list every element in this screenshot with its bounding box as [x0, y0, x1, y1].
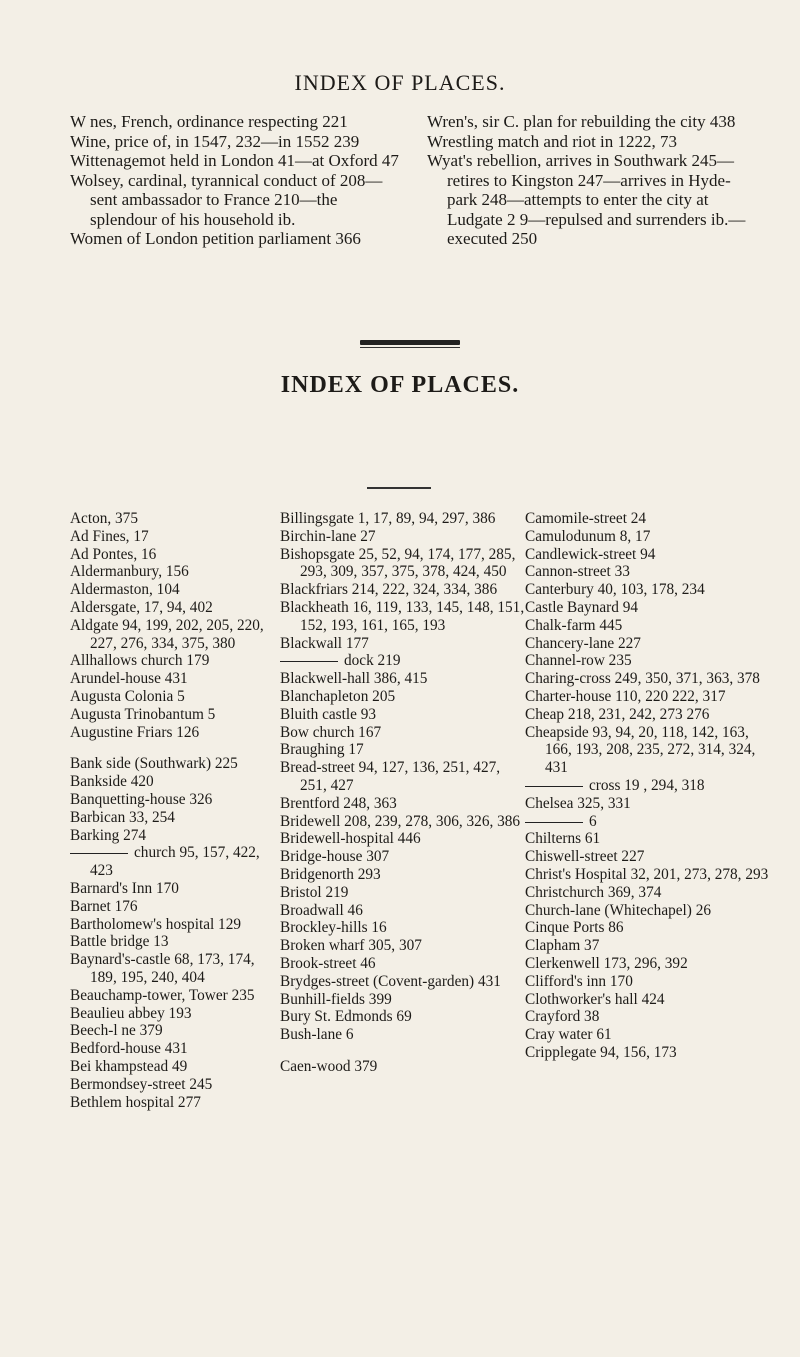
- index-entry-text: Ad Fines, 17: [70, 527, 149, 545]
- index-entry-text: Brentford 248, 363: [280, 794, 397, 812]
- index-entry: [280, 955, 525, 973]
- index-entry-text: Blanchapleton 205: [280, 687, 396, 705]
- index-entry: [280, 635, 525, 653]
- index-entry: [70, 755, 280, 773]
- index-entry-text: Bridgenorth 293: [280, 865, 381, 883]
- index-entry-text: Blackfriars 214, 222, 324, 334, 386: [280, 581, 498, 599]
- index-entry: [70, 706, 280, 724]
- index-entry-text: Clapham 37: [525, 937, 600, 955]
- index-entry-text: Braughing 17: [280, 741, 364, 759]
- index-entry-text: 6: [589, 812, 597, 830]
- index-entry: [525, 866, 770, 884]
- index-entry: Wolsey, cardinal, tyrannical conduct of 208—sent ambassador to France 210—the splendour of his household ib.: [70, 170, 383, 229]
- index-entry: [280, 510, 525, 528]
- index-entry-text: Billingsgate 1, 17, 89, 94, 297, 386: [280, 510, 496, 527]
- index-entry: [280, 724, 525, 742]
- index-entry-text: Bristol 219: [280, 883, 349, 901]
- index-entry: [280, 1058, 525, 1076]
- index-entry-text: Beauchamp-tower, Tower 235: [70, 986, 255, 1004]
- index-entry: [70, 581, 280, 599]
- index-entry: [525, 830, 770, 848]
- index-entry-text: Barnard's Inn 170: [70, 879, 179, 897]
- index-entry-text: Crayford 38: [525, 1008, 600, 1026]
- index-entry: [280, 902, 525, 920]
- index-entry-text: Aldersgate, 17, 94, 402: [70, 598, 213, 616]
- index-entry-text: Baynard's-castle 68, 173, 174, 189, 195, 240, 404: [70, 951, 255, 986]
- index-entry: [280, 813, 525, 831]
- index-entry: [525, 919, 770, 937]
- index-entry: [280, 830, 525, 848]
- index-entry-text: Broadwall 46: [280, 901, 363, 919]
- index-entry-text: Cheapside 93, 94, 20, 118, 142, 163, 166, 193, 208, 235, 272, 314, 324, 431: [525, 723, 756, 777]
- index-column-2: [280, 510, 525, 1111]
- index-entry: [280, 528, 525, 546]
- index-entry: [70, 1005, 280, 1023]
- index-entry: [280, 795, 525, 813]
- index-entry-text: Bridge-house 307: [280, 848, 390, 866]
- index-entry-text: Clerkenwell 173, 296, 392: [525, 954, 688, 972]
- index-entry: [525, 635, 770, 653]
- index-entry: [280, 599, 525, 635]
- index-entry: [280, 866, 525, 884]
- index-entry: [70, 987, 280, 1005]
- index-entry: [280, 546, 525, 582]
- index-entry: Wrestling match and riot in 1222, 73: [427, 131, 678, 151]
- index-entry: [525, 1044, 770, 1062]
- index-entry-text: Ad Pontes, 16: [70, 545, 157, 563]
- index-entry-text: Bluith castle 93: [280, 705, 377, 723]
- index-entry: [525, 706, 770, 724]
- index-entry-text: Bishopsgate 25, 52, 94, 174, 177, 285, 293, 309, 357, 375, 378, 424, 450: [280, 545, 516, 581]
- section-title: INDEX OF PLACES.: [280, 372, 520, 398]
- index-entry-text: Clifford's inn 170: [525, 972, 633, 990]
- index-entry-text: Cannon-street 33: [525, 563, 630, 581]
- index-entry: [525, 617, 770, 635]
- index-entry: [280, 884, 525, 902]
- index-entry-text: Chancery-lane 227: [525, 634, 641, 652]
- ditto-dash: [525, 786, 583, 787]
- index-entry-text: Cheap 218, 231, 242, 273 276: [525, 705, 710, 723]
- index-entry: [280, 670, 525, 688]
- index-entry-text: Christ's Hospital 32, 201, 273, 278, 293: [525, 865, 769, 883]
- index-entry-text: Banquetting-house 326: [70, 790, 213, 808]
- index-entry: [70, 880, 280, 898]
- index-entry-text: Allhallows church 179: [70, 652, 210, 670]
- index-entry: [70, 599, 280, 617]
- running-head: INDEX OF PLACES.: [294, 70, 506, 95]
- index-entry-text: Camomile-street 24: [525, 510, 647, 527]
- index-entry: [70, 670, 280, 688]
- index-entry: [280, 848, 525, 866]
- index-entry: [280, 1026, 525, 1044]
- index-entry-text: Brockley-hills 16: [280, 919, 387, 937]
- index-entry: [70, 652, 280, 670]
- index-entry-text: Bankside 420: [70, 773, 154, 791]
- index-entry-text: Bow church 167: [280, 723, 382, 741]
- index-entry-text: Blackwell-hall 386, 415: [280, 670, 428, 688]
- index-entry-text: church 95, 157, 422, 423: [90, 844, 260, 880]
- index-entry-text: Bedford-house 431: [70, 1040, 188, 1058]
- index-entry-text: Chelsea 325, 331: [525, 794, 631, 812]
- index-entry-text: Bei khampstead 49: [70, 1057, 188, 1075]
- index-entry: [280, 759, 525, 795]
- index-entry: [280, 919, 525, 937]
- index-entry-text: Beaulieu abbey 193: [70, 1004, 192, 1022]
- index-entry: [70, 724, 280, 742]
- index-entry: [525, 581, 770, 599]
- index-entry: Women of London petition parliament 366: [70, 229, 361, 248]
- index-entry: [70, 809, 280, 827]
- index-entry: Wyat's rebellion, arrives in Southwark 245—retires to Kingston 247—arrives in Hyde-park 248—attempts to enter the city at Ludgate 2 9—repulsed and surrenders ib.—executed 250: [427, 151, 746, 248]
- index-entry: [280, 652, 525, 670]
- index-entry-text: Bread-street 94, 127, 136, 251, 427, 251, 427: [280, 759, 501, 794]
- index-entry-text: Cinque Ports 86: [525, 919, 624, 937]
- index-entry: [280, 1008, 525, 1026]
- index-entry-text: Brook-street 46: [280, 954, 376, 972]
- index-entry: [280, 581, 525, 599]
- index-entry-text: Canterbury 40, 103, 178, 234: [525, 581, 705, 599]
- index-entry-text: Birchin-lane 27: [280, 527, 376, 545]
- index-entry-text: Church-lane (Whitechapel) 26: [525, 901, 712, 919]
- index-entry-text: Bunhill-fields 399: [280, 990, 392, 1008]
- index-entry: [525, 884, 770, 902]
- index-entry: [525, 955, 770, 973]
- index-entry: [70, 827, 280, 845]
- index-entry-text: Cray water 61: [525, 1026, 612, 1044]
- index-entry-text: Blackheath 16, 119, 133, 145, 148, 151, 152, 193, 161, 165, 193: [280, 598, 525, 634]
- index-entry: [525, 795, 770, 813]
- index-entry: [70, 617, 280, 653]
- index-entry: [70, 546, 280, 564]
- index-entry: [70, 844, 280, 880]
- index-entry-text: Bridewell-hospital 446: [280, 830, 421, 848]
- index-entry: [70, 1076, 280, 1094]
- index-entry: [525, 599, 770, 617]
- index-entry: [70, 528, 280, 546]
- index-entry-text: Broken wharf 305, 307: [280, 937, 422, 955]
- index-entry: [525, 991, 770, 1009]
- index-entry-text: Camulodunum 8, 17: [525, 527, 651, 545]
- continued-index-left-column: [70, 112, 403, 249]
- index-entry: [525, 777, 770, 795]
- letter-group-gap: [280, 1044, 525, 1058]
- letter-group-gap: [70, 741, 280, 755]
- index-entry-text: Bush-lane 6: [280, 1026, 354, 1044]
- rule-thin-line: [360, 347, 460, 348]
- index-entry-text: Barking 274: [70, 826, 147, 844]
- index-entry-text: Bermondsey-street 245: [70, 1075, 213, 1093]
- index-entry: [280, 937, 525, 955]
- index-entry-text: Cripplegate 94, 156, 173: [525, 1043, 677, 1061]
- index-entry: [525, 813, 770, 831]
- index-entry-text: Clothworker's hall 424: [525, 990, 665, 1008]
- index-of-places: [70, 510, 770, 1111]
- index-entry: [525, 902, 770, 920]
- ditto-dash: [525, 822, 583, 823]
- index-entry-text: Battle bridge 13: [70, 933, 169, 951]
- ditto-dash: [70, 853, 128, 854]
- index-entry-text: Beech-l ne 379: [70, 1022, 163, 1040]
- index-entry: [70, 1022, 280, 1040]
- index-entry: [525, 973, 770, 991]
- index-entry-text: Castle Baynard 94: [525, 598, 639, 616]
- ditto-dash: [280, 661, 338, 662]
- index-entry-text: dock 219: [344, 652, 401, 670]
- index-entry-text: Bartholomew's hospital 129: [70, 915, 242, 933]
- index-entry-text: Chalk-farm 445: [525, 616, 623, 634]
- index-entry: [70, 1094, 280, 1112]
- index-entry-text: Charing-cross 249, 350, 371, 363, 378: [525, 670, 760, 688]
- index-entry: Wine, price of, in 1547, 232—in 1552 239: [70, 131, 360, 151]
- index-entry: [525, 528, 770, 546]
- index-entry: [70, 510, 280, 528]
- rule-thick-line: [360, 340, 460, 345]
- index-entry: [280, 973, 525, 991]
- index-entry-text: Acton, 375: [70, 510, 138, 527]
- index-entry: [525, 724, 770, 777]
- index-entry: [70, 688, 280, 706]
- index-entry: [70, 933, 280, 951]
- index-entry: [525, 1008, 770, 1026]
- index-entry: [280, 706, 525, 724]
- index-entry: [525, 670, 770, 688]
- index-entry-text: Bury St. Edmonds 69: [280, 1008, 412, 1026]
- index-entry: [70, 951, 280, 987]
- index-entry: [70, 1040, 280, 1058]
- index-entry: [525, 563, 770, 581]
- index-entry-text: Augusta Trinobantum 5: [70, 705, 216, 723]
- index-entry: [525, 937, 770, 955]
- index-entry: [525, 546, 770, 564]
- index-entry-text: Augustine Friars 126: [70, 723, 200, 741]
- index-entry-text: Channel-row 235: [525, 652, 632, 670]
- index-entry: [70, 773, 280, 791]
- index-entry: W nes, French, ordinance respecting 221: [70, 112, 348, 131]
- index-entry: Wren's, sir C. plan for rebuilding the city 438: [427, 112, 736, 131]
- index-column-3: [525, 510, 770, 1111]
- index-entry: [525, 1026, 770, 1044]
- index-entry-text: Barbican 33, 254: [70, 808, 175, 826]
- index-entry-text: Barnet 176: [70, 897, 138, 915]
- index-entry: [70, 1058, 280, 1076]
- index-entry-text: Aldermaston, 104: [70, 581, 180, 599]
- index-entry: [70, 791, 280, 809]
- index-entry: [70, 563, 280, 581]
- index-entry-text: Chilterns 61: [525, 830, 601, 848]
- index-entry-text: Bethlem hospital 277: [70, 1093, 201, 1111]
- index-entry-text: Charter-house 110, 220 222, 317: [525, 687, 726, 705]
- index-entry-text: Brydges-street (Covent-garden) 431: [280, 972, 501, 990]
- index-entry-text: Bridewell 208, 239, 278, 306, 326, 386: [280, 812, 521, 830]
- ornamental-rule: [360, 340, 460, 348]
- index-entry: [525, 688, 770, 706]
- index-entry: [525, 652, 770, 670]
- index-entry-text: Chiswell-street 227: [525, 848, 645, 866]
- index-entry: [525, 848, 770, 866]
- index-entry: Wittenagemot held in London 41—at Oxford 47: [70, 151, 399, 170]
- index-entry-text: Arundel-house 431: [70, 670, 188, 688]
- index-entry-text: Christchurch 369, 374: [525, 883, 662, 901]
- index-entry-text: cross 19 , 294, 318: [589, 776, 705, 794]
- index-entry-text: Caen-wood 379: [280, 1057, 378, 1075]
- index-entry-text: Aldgate 94, 199, 202, 205, 220, 227, 276, 334, 375, 380: [70, 616, 264, 652]
- index-column-1: [70, 510, 280, 1111]
- index-entry-text: Blackwall 177: [280, 634, 369, 652]
- index-entry-text: Augusta Colonia 5: [70, 687, 185, 705]
- index-entry: [280, 741, 525, 759]
- index-entry: [70, 898, 280, 916]
- continued-index-block: [70, 112, 760, 249]
- index-entry-text: Aldermanbury, 156: [70, 563, 189, 581]
- index-entry: [70, 916, 280, 934]
- continued-index-right-column: [427, 112, 760, 249]
- index-entry-text: Candlewick-street 94: [525, 545, 656, 563]
- index-entry: [280, 991, 525, 1009]
- index-entry-text: Bank side (Southwark) 225: [70, 755, 238, 773]
- title-underline-rule: [367, 487, 431, 489]
- index-entry: [525, 510, 770, 528]
- index-entry: [280, 688, 525, 706]
